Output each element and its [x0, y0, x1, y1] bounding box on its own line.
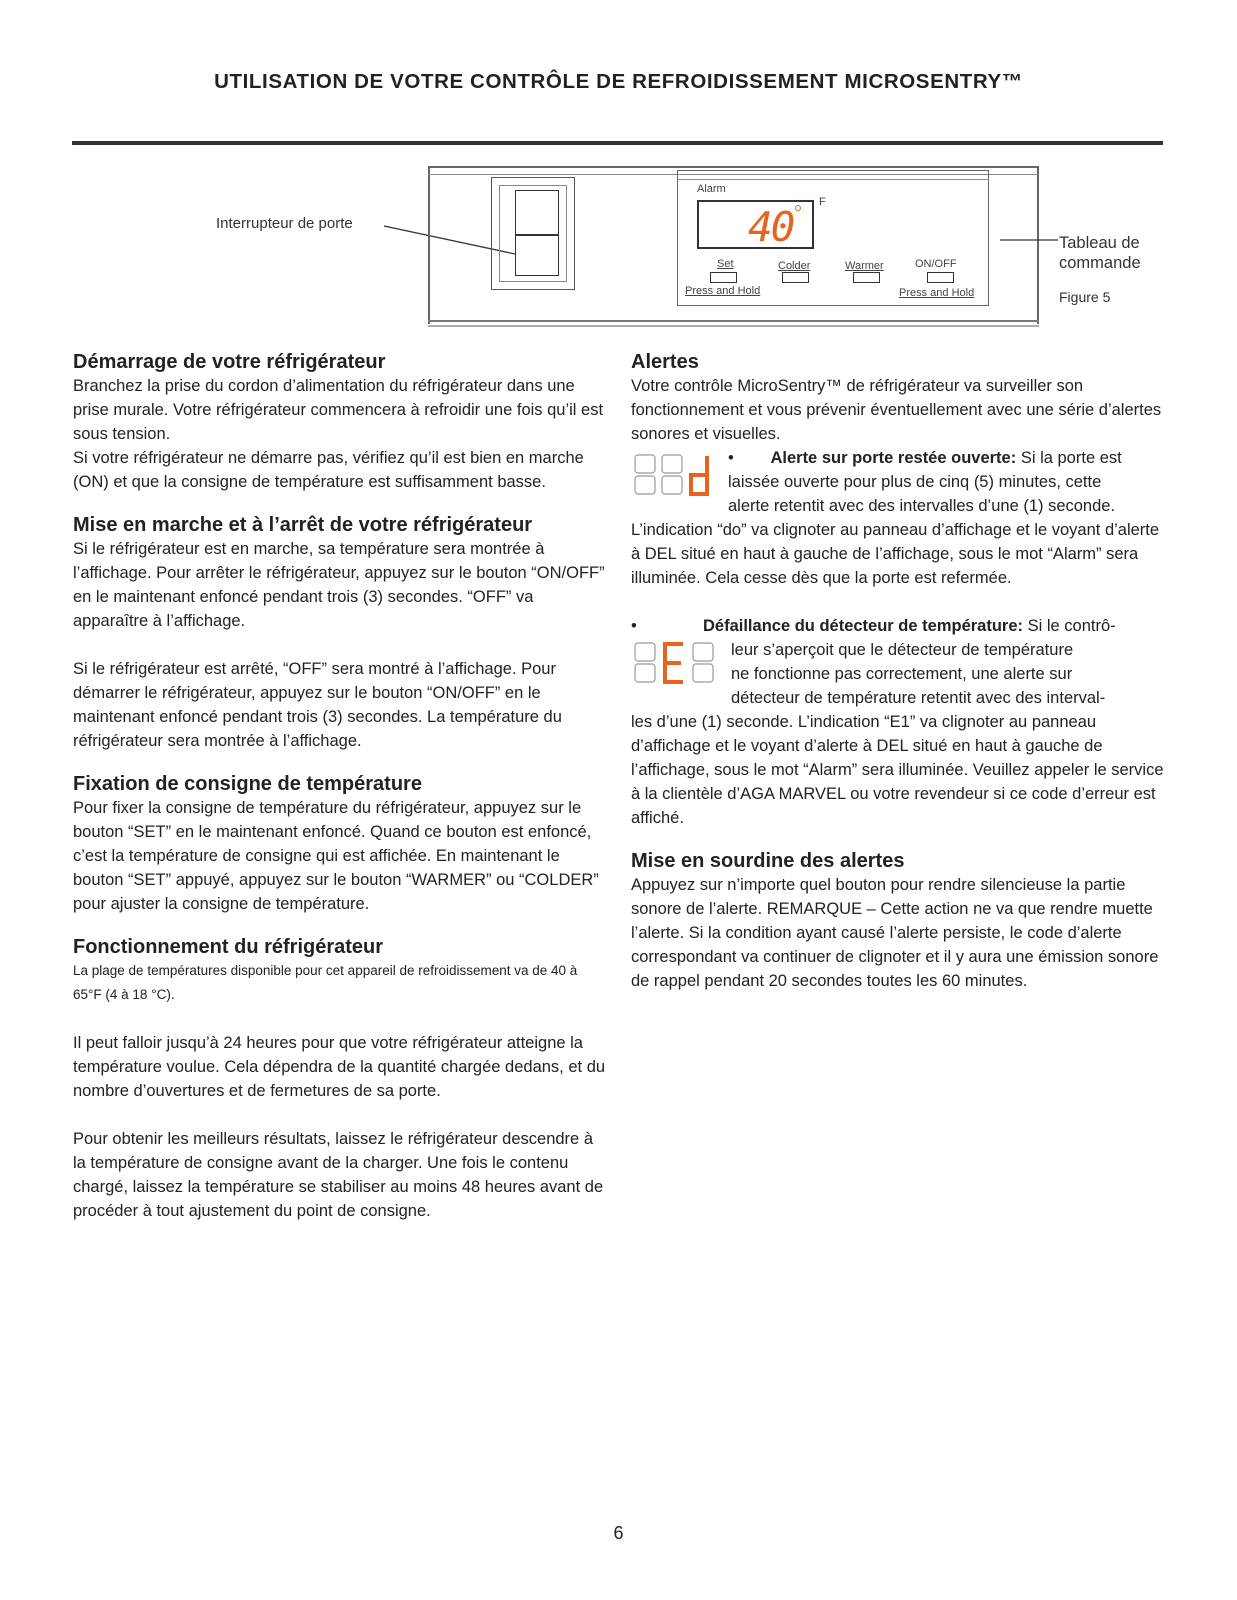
paragraph-marche-arret-1: Si le réfrigérateur est en marche, sa température sera montrée à l’affichage. Pour arrêter le réfrigérateur, appuyez sur le bouton “ON/OFF” en le maintenant enfoncé pendant trois (3) secondes. “OFF” va apparaître à l’affichage.	[73, 540, 605, 630]
paragraph-marche-arret-2: Si le réfrigérateur est arrêté, “OFF” sera montré à l’affichage. Pour démarrer le réfrigérateur, appuyez sur le bouton “ON/OFF” en le maintenant enfoncé pendant trois (3) secondes. La température du réfrigérateur sera montrée à l’affichage.	[73, 660, 562, 750]
paragraph-fonctionnement-1: La plage de températures disponible pour cet appareil de refroidissement va de 40 à 65°F (4 à 18 °C).	[73, 963, 578, 1002]
bullet-sensor-line2: leur s’aperçoit que le détecteur de température	[731, 641, 1074, 659]
onoff-button	[927, 272, 954, 283]
colder-button	[782, 272, 809, 283]
heading-demarrage: Démarrage de votre réfrigérateur	[73, 351, 386, 373]
paragraph-demarrage-1: Branchez la prise du cordon d’alimentation du réfrigérateur dans une prise murale. Votre réfrigérateur commencera à refroidir une fois qu’il est sous tension.	[73, 377, 604, 443]
alert-door-open	[631, 446, 1166, 518]
press-hold-right-label: Press and Hold	[899, 287, 975, 299]
control-panel-label	[1059, 233, 1141, 273]
control-panel-label-line1: Tableau de	[1059, 234, 1140, 252]
paragraph-fonctionnement-2: Il peut falloir jusqu’à 24 heures pour que votre réfrigérateur atteigne la température voulue. Cela dépendra de la quantité chargée dedans, et du nombre d’ouvertures et de fermetures de sa porte.	[73, 1034, 606, 1100]
seven-segment-e1-icon	[631, 640, 723, 686]
display-top-line	[677, 179, 989, 180]
seven-segment-do-icon	[631, 452, 721, 498]
bullet-sensor-line3: ne fonctionne pas correctement, une alerte sur	[731, 665, 1073, 683]
press-hold-left-label: Press and Hold	[685, 285, 761, 297]
panel-bottom-edge	[428, 320, 1039, 322]
header-rule	[72, 141, 1163, 145]
page-number: 6	[613, 1523, 624, 1543]
panel-leader-line	[998, 235, 1060, 245]
bullet-sensor-line4: détecteur de température retentit avec des interval-	[731, 689, 1106, 707]
paragraph-door-open-detail: L’indication “do” va clignoter au panneau d’affichage et le voyant d’alerte à DEL situé en haut à gauche de l’affichage, sous le mot “Alarm” sera illuminée. Cela cesse dès que la porte est refermée.	[631, 521, 1160, 587]
door-switch-label: Interrupteur de porte	[216, 215, 353, 232]
bullet-door-line2: laissée ouverte pour plus de cinq (5) minutes, cette	[728, 473, 1102, 491]
paragraph-consigne: Pour fixer la consigne de température du réfrigérateur, appuyez sur le bouton “SET” en le maintenant enfoncé. Quand ce bouton est enfoncé, c’est la température de consigne qui est affichée. En maintenant le bouton “SET” appuyé, appuyez sur le bouton “WARMER” ou “COLDER” pour ajuster la consigne de température.	[73, 799, 599, 913]
unit-label: F	[819, 196, 826, 208]
paragraph-demarrage-2: Si votre réfrigérateur ne démarre pas, vérifiez qu’il est bien en marche (ON) et que la consigne de température est suffisamment basse.	[73, 449, 584, 491]
heading-marche-arret: Mise en marche et à l’arrêt de votre réfrigérateur	[73, 514, 533, 536]
left-column	[73, 350, 608, 1223]
panel-bottom-edge-2	[428, 325, 1039, 327]
set-button	[710, 272, 737, 283]
set-button-label: Set	[717, 258, 734, 270]
bullet-door-line3: alerte retentit avec des intervalles d’une (1) seconde.	[728, 497, 1116, 515]
heading-fonctionnement: Fonctionnement du réfrigérateur	[73, 936, 384, 958]
paragraph-alertes: Votre contrôle MicroSentry™ de réfrigérateur va surveiller son fonctionnement et vous prévenir éventuellement avec une série d’alertes sonores et visuelles.	[631, 377, 1162, 443]
bullet-sensor-title: Défaillance du détecteur de température:	[703, 617, 1024, 635]
bullet-door: •	[728, 449, 734, 467]
paragraph-fonctionnement-3: Pour obtenir les meilleurs résultats, laissez le réfrigérateur descendre à la température de consigne avant de la charger. Une fois le contenu chargé, laissez la température se stabiliser au moins 48 heures avant de procéder à tout ajustement du point de consigne.	[73, 1130, 604, 1220]
onoff-button-label: ON/OFF	[915, 258, 957, 270]
warmer-button	[853, 272, 880, 283]
right-column	[631, 350, 1166, 993]
colder-button-label: Colder	[778, 260, 811, 272]
control-panel-figure	[0, 150, 1237, 335]
bullet-door-title: Alerte sur porte restée ouverte:	[770, 449, 1017, 467]
alarm-label: Alarm	[697, 183, 726, 195]
bullet-door-line1: Si la porte est	[1020, 449, 1122, 467]
door-switch-divider	[515, 234, 559, 236]
bullet-sensor: •	[631, 617, 637, 635]
page-title: UTILISATION DE VOTRE CONTRÔLE DE REFROIDISSEMENT MICROSENTRY™	[214, 70, 1023, 93]
bullet-sensor-line1: Si le contrô-	[1027, 617, 1116, 635]
figure-caption: Figure 5	[1059, 289, 1111, 305]
heading-alertes: Alertes	[631, 351, 699, 373]
heading-consigne: Fixation de consigne de température	[73, 773, 422, 795]
control-panel-label-line2: commande	[1059, 254, 1141, 272]
door-switch	[515, 190, 559, 276]
degree-icon	[795, 205, 801, 211]
display-temperature: 40	[748, 203, 794, 251]
paragraph-sourdine: Appuyez sur n’importe quel bouton pour rendre silencieuse la partie sonore de l’alerte. REMARQUE – Cette action ne va que rendre muette l’alerte. Si la condition ayant causé l’alerte persiste, le code d’alerte correspondant va continuer de clignoter et il y aura une émission sonore de rappel pendant 20 secondes toutes les 60 minutes.	[631, 876, 1159, 990]
paragraph-sensor-detail: les d’une (1) seconde. L’indication “E1” va clignoter au panneau d’affichage et le voyant d’alerte à DEL situé en haut à gauche de l’affichage, sous le mot “Alarm” sera illuminée. Veuillez appeler le service à la clientèle d’AGA MARVEL ou votre revendeur si ce code d’erreur est affiché.	[631, 713, 1164, 827]
heading-sourdine: Mise en sourdine des alertes	[631, 850, 905, 872]
warmer-button-label: Warmer	[845, 260, 884, 272]
alert-sensor-failure	[631, 614, 1166, 710]
